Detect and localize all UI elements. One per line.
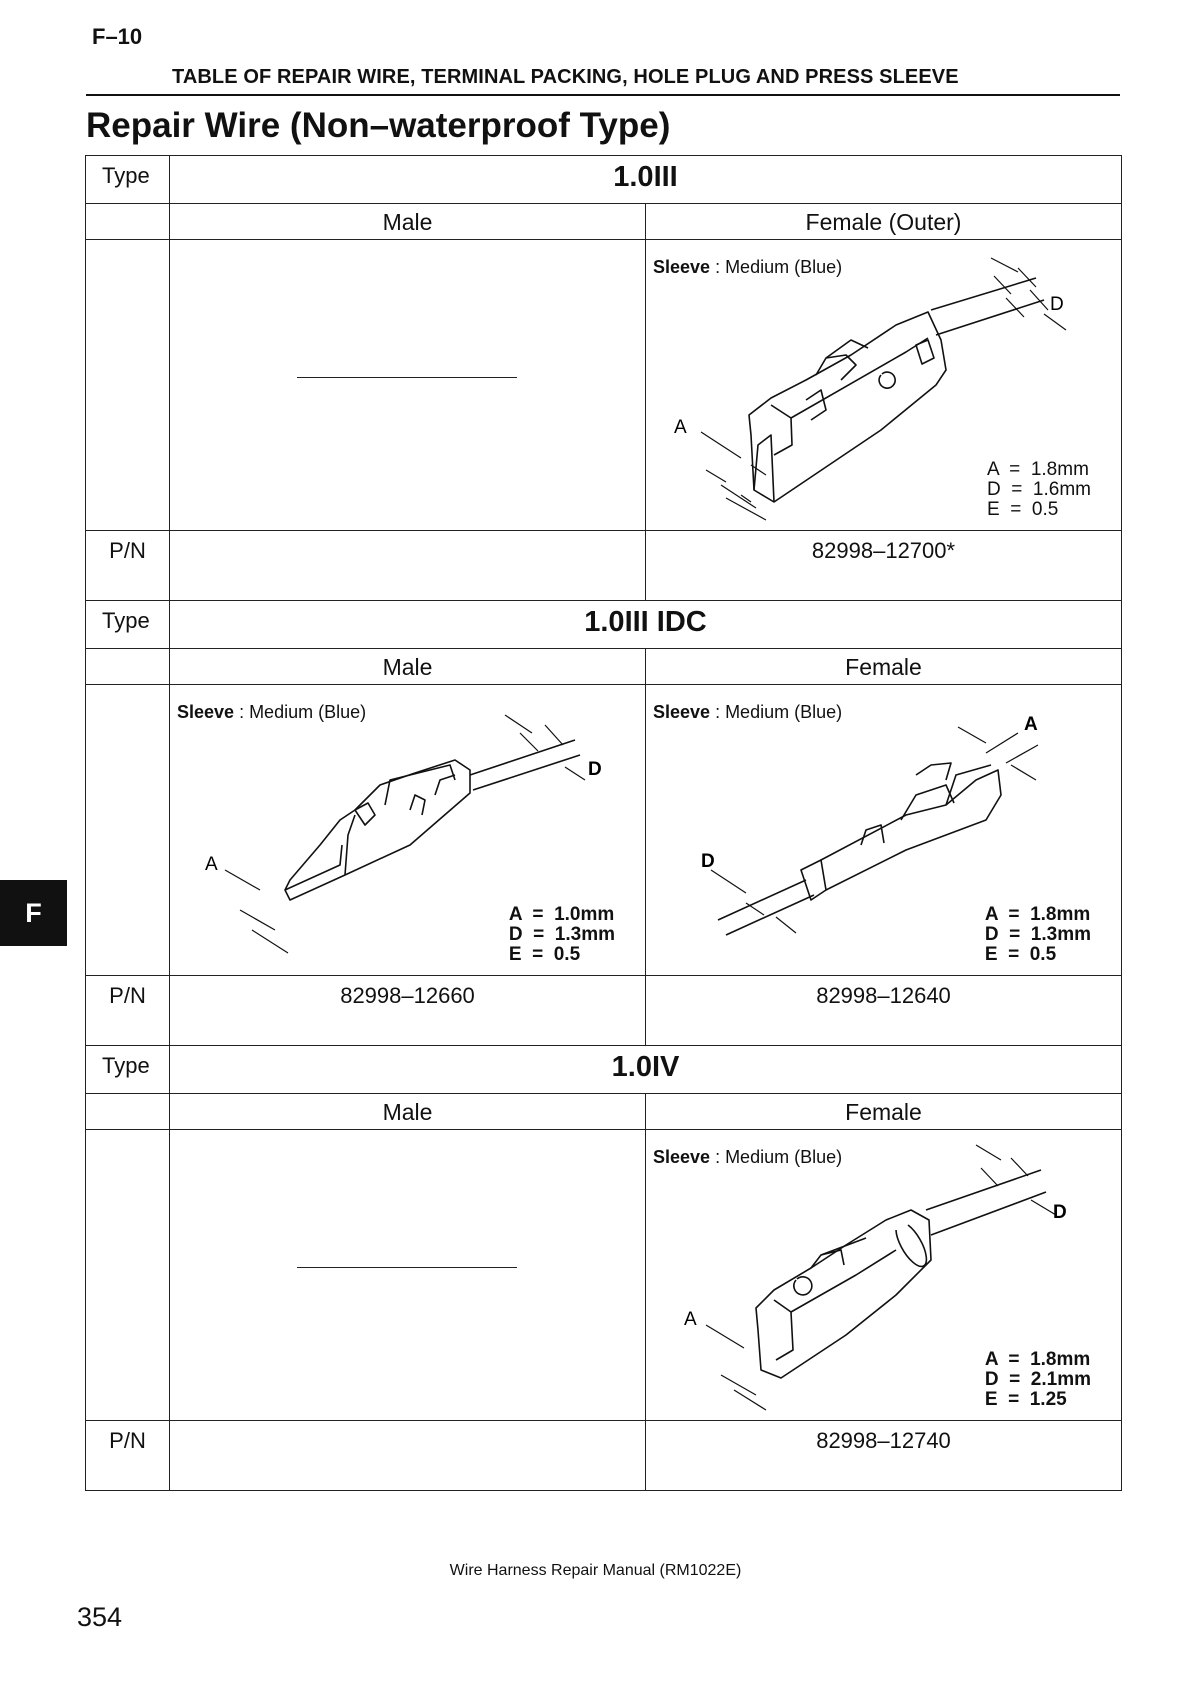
part-number-row — [86, 1421, 1122, 1491]
page-title: Repair Wire (Non–waterproof Type) — [86, 106, 671, 145]
dim-label-a: A — [684, 1309, 697, 1330]
dim-label-a: A — [205, 854, 218, 875]
female-part-number: 82998–12640 — [816, 983, 951, 1008]
female-illustration-cell — [646, 240, 1122, 531]
dim-label-a: A — [674, 417, 687, 438]
male-header: Male — [382, 654, 433, 680]
type-value: 1.0III IDC — [584, 606, 707, 638]
type-label: Type — [102, 1053, 150, 1078]
male-part-number — [170, 531, 645, 538]
not-applicable-line — [297, 377, 517, 378]
male-part-number — [170, 1421, 645, 1428]
part-number-row — [86, 976, 1122, 1046]
male-illustration-cell — [170, 240, 646, 531]
sleeve-note: Sleeve : Medium (Blue) — [177, 702, 367, 722]
female-header: Female — [845, 654, 922, 680]
sleeve-note: Sleeve : Medium (Blue) — [653, 257, 843, 277]
gender-header-row — [86, 1094, 1122, 1130]
dim-label-d: D — [588, 759, 602, 780]
illustration-row — [86, 685, 1122, 976]
repair-wire-table — [85, 155, 1122, 1491]
dimension-specs: A = 1.0mm D = 1.3mm E = 0.5 — [508, 904, 615, 965]
sleeve-note: Sleeve : Medium (Blue) — [653, 702, 843, 722]
type-value-cell — [170, 156, 1122, 204]
dim-label-d: D — [701, 851, 715, 872]
section-tab: F — [0, 880, 67, 946]
type-row — [86, 601, 1122, 649]
gender-header-row — [86, 204, 1122, 240]
dim-label-d: D — [1053, 1202, 1067, 1223]
illustration-row — [86, 240, 1122, 531]
header-rule — [86, 94, 1120, 96]
type-row — [86, 156, 1122, 204]
page-code: F–10 — [92, 24, 143, 49]
dimension-specs: A = 1.8mm D = 1.6mm E = 0.5 — [987, 459, 1091, 520]
pn-label: P/N — [109, 983, 146, 1008]
male-header: Male — [382, 1099, 433, 1125]
pn-label: P/N — [109, 1428, 146, 1453]
dim-label-d: D — [1050, 294, 1064, 315]
illustration-row — [86, 1130, 1122, 1421]
dimension-specs: A = 1.8mm D = 2.1mm E = 1.25 — [984, 1349, 1091, 1410]
type-label: Type — [102, 163, 150, 188]
gender-header-row — [86, 649, 1122, 685]
type-value: 1.0III — [613, 161, 678, 193]
female-header: Female (Outer) — [805, 209, 962, 235]
female-illustration-cell — [646, 1130, 1122, 1421]
footer-manual-title: Wire Harness Repair Manual (RM1022E) — [449, 1562, 742, 1579]
type-label: Type — [102, 608, 150, 633]
sleeve-note: Sleeve : Medium (Blue) — [653, 1147, 843, 1167]
male-illustration-cell — [170, 685, 646, 976]
male-illustration-cell — [170, 1130, 646, 1421]
male-header: Male — [382, 209, 433, 235]
section-title: TABLE OF REPAIR WIRE, TERMINAL PACKING, HOLE PLUG AND PRESS SLEEVE — [172, 66, 959, 88]
part-number-row — [86, 531, 1122, 601]
type-value: 1.0IV — [611, 1051, 680, 1083]
not-applicable-line — [297, 1267, 517, 1268]
female-part-number: 82998–12740 — [816, 1428, 951, 1453]
female-illustration-cell — [646, 685, 1122, 976]
female-header: Female — [845, 1099, 922, 1125]
type-label-cell — [86, 156, 170, 204]
male-part-number: 82998–12660 — [340, 983, 475, 1008]
type-row — [86, 1046, 1122, 1094]
page-number: 354 — [77, 1602, 123, 1632]
dimension-specs: A = 1.8mm D = 1.3mm E = 0.5 — [984, 904, 1091, 965]
female-part-number: 82998–12700* — [811, 538, 956, 563]
pn-label: P/N — [109, 538, 146, 563]
dim-label-a: A — [1024, 714, 1038, 735]
